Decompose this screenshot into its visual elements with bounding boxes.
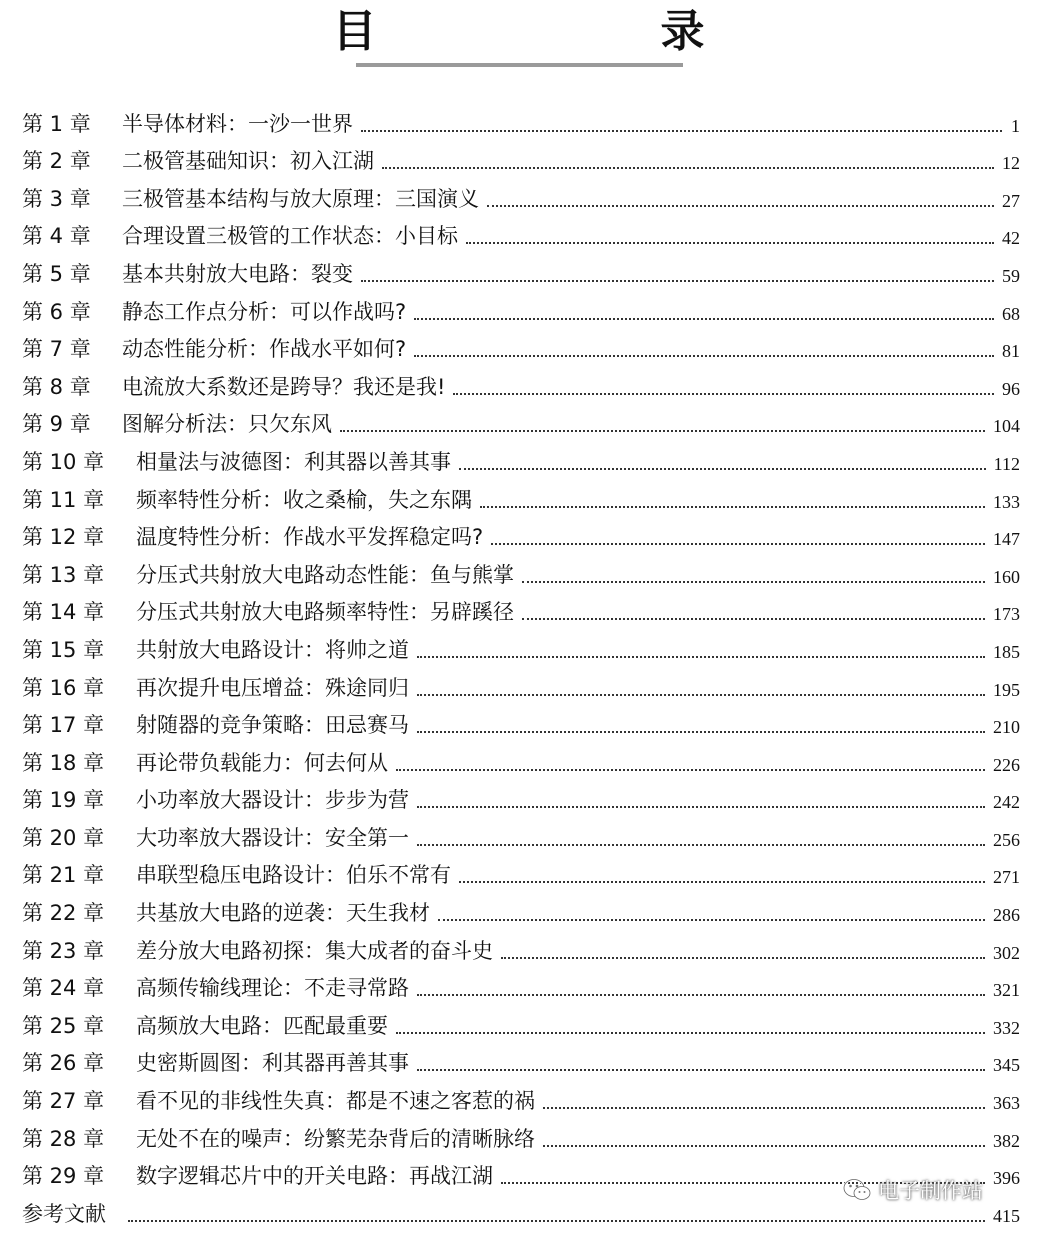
- dot-leader: [543, 1106, 985, 1109]
- page-number: 256: [993, 829, 1020, 850]
- page-number: 195: [993, 679, 1020, 700]
- watermark-text: 电子制作站: [878, 1179, 983, 1203]
- page-number: 210: [993, 717, 1020, 738]
- toc-entry: [22, 627, 1020, 665]
- chapter-title: 分压式共射放大电路频率特性：另辟蹊径: [136, 600, 514, 625]
- chapter-title: 静态工作点分析：可以作战吗?: [122, 299, 407, 324]
- chapter-title: 差分放大电路初探：集大成者的奋斗史: [136, 938, 493, 963]
- toc-entry: [22, 139, 1020, 177]
- page-number: 415: [993, 1205, 1020, 1226]
- chapter-number: 第 13 章: [22, 562, 105, 587]
- dot-leader: [480, 505, 985, 508]
- toc-entry: [22, 703, 1020, 741]
- toc-entry: [22, 364, 1020, 402]
- toc-entry: [22, 740, 1020, 778]
- chapter-title: 史密斯圆图：利其器再善其事: [136, 1051, 409, 1076]
- chapter-title: 温度特性分析：作战水平发挥稳定吗?: [136, 525, 484, 550]
- toc-entry: [22, 289, 1020, 327]
- page-number: 382: [993, 1130, 1020, 1151]
- page-number: 226: [993, 754, 1020, 775]
- chapter-number: 第 26 章: [22, 1051, 105, 1076]
- dot-leader: [438, 918, 985, 921]
- toc-entry: [22, 101, 1020, 139]
- page-number: 59: [1002, 265, 1020, 286]
- chapter-title: 图解分析法：只欠东风: [122, 412, 332, 437]
- chapter-title: 再次提升电压增益：殊途同归: [136, 675, 409, 700]
- chapter-number: 第 15 章: [22, 637, 105, 662]
- chapter-number: 第 9 章: [22, 412, 91, 437]
- chapter-number: 第 10 章: [22, 449, 105, 474]
- page-number: 27: [1002, 190, 1020, 211]
- toc-entry: [22, 552, 1020, 590]
- page-number: 302: [993, 942, 1020, 963]
- chapter-title: 频率特性分析：收之桑榆，失之东隅: [136, 487, 472, 512]
- page-header: [0, 4, 1037, 64]
- dot-leader: [522, 580, 985, 583]
- chapter-number: 第 12 章: [22, 525, 105, 550]
- title-underline: [356, 63, 683, 67]
- toc-entry: [22, 966, 1020, 1004]
- page-number: 81: [1002, 341, 1020, 362]
- chapter-number: 第 6 章: [22, 299, 91, 324]
- chapter-number: 第 24 章: [22, 976, 105, 1001]
- toc-entry: [22, 853, 1020, 891]
- chapter-title: 高频传输线理论：不走寻常路: [136, 976, 409, 1001]
- chapter-number: 第 5 章: [22, 261, 91, 286]
- dot-leader: [522, 617, 985, 620]
- references-label: 参考文献: [22, 1201, 106, 1226]
- dot-leader: [361, 129, 1002, 132]
- page-number: 332: [993, 1017, 1020, 1038]
- chapter-number: 第 21 章: [22, 863, 105, 888]
- toc-entry: [22, 928, 1020, 966]
- toc-entry: [22, 890, 1020, 928]
- page-number: 321: [993, 980, 1020, 1001]
- page-number: 96: [1002, 378, 1020, 399]
- dot-leader: [414, 317, 994, 320]
- toc-entry: [22, 439, 1020, 477]
- toc-entry: [22, 665, 1020, 703]
- chapter-title: 射随器的竞争策略：田忌赛马: [136, 713, 409, 738]
- chapter-number: 第 28 章: [22, 1126, 105, 1151]
- page-number: 396: [993, 1168, 1020, 1189]
- chapter-title: 再论带负载能力：何去何从: [136, 750, 388, 775]
- dot-leader: [501, 956, 985, 959]
- chapter-title: 二极管基础知识：初入江湖: [122, 149, 374, 174]
- page-number: 271: [993, 867, 1020, 888]
- dot-leader: [417, 693, 985, 696]
- dot-leader: [459, 467, 986, 470]
- chapter-title: 动态性能分析：作战水平如何?: [122, 337, 407, 362]
- page-number: 12: [1002, 153, 1020, 174]
- dot-leader: [417, 730, 985, 733]
- chapter-title: 小功率放大器设计：步步为营: [136, 788, 409, 813]
- chapter-number: 第 2 章: [22, 149, 91, 174]
- toc-entry: [22, 1078, 1020, 1116]
- chapter-title: 看不见的非线性失真：都是不速之客惹的祸: [136, 1089, 535, 1114]
- toc-entry: [22, 402, 1020, 440]
- chapter-number: 第 25 章: [22, 1013, 105, 1038]
- chapter-title: 电流放大系数还是跨导？我还是我!: [122, 374, 446, 399]
- dot-leader: [396, 768, 985, 771]
- chapter-number: 第 27 章: [22, 1089, 105, 1114]
- toc-entry: [22, 1041, 1020, 1079]
- page-number: 68: [1002, 303, 1020, 324]
- chapter-number: 第 3 章: [22, 186, 91, 211]
- toc-entry: [22, 327, 1020, 365]
- toc-entry: [22, 477, 1020, 515]
- chapter-number: 第 22 章: [22, 901, 105, 926]
- chapter-title: 数字逻辑芯片中的开关电路：再战江湖: [136, 1164, 493, 1189]
- chapter-number: 第 20 章: [22, 825, 105, 850]
- page-number: 1: [1011, 115, 1020, 136]
- page-number: 147: [993, 529, 1020, 550]
- dot-leader: [128, 1219, 985, 1222]
- page-number: 112: [993, 453, 1020, 474]
- page-number: 173: [993, 604, 1020, 625]
- chapter-title: 大功率放大器设计：安全第一: [136, 825, 409, 850]
- page-number: 133: [993, 491, 1020, 512]
- chapter-number: 第 19 章: [22, 788, 105, 813]
- chapter-title: 合理设置三极管的工作状态：小目标: [122, 224, 458, 249]
- dot-leader: [417, 843, 985, 846]
- chapter-number: 第 1 章: [22, 111, 91, 136]
- page-title: 目 录: [332, 6, 825, 57]
- page-number: 363: [993, 1093, 1020, 1114]
- chapter-number: 第 14 章: [22, 600, 105, 625]
- chapter-title: 分压式共射放大电路动态性能：鱼与熊掌: [136, 562, 514, 587]
- dot-leader: [466, 241, 994, 244]
- watermark: [842, 1172, 983, 1208]
- wechat-icon: [842, 1177, 872, 1203]
- chapter-title: 串联型稳压电路设计：伯乐不常有: [136, 863, 451, 888]
- dot-leader: [459, 880, 985, 883]
- chapter-title: 共基放大电路的逆袭：天生我材: [136, 901, 430, 926]
- dot-leader: [361, 279, 994, 282]
- chapter-number: 第 29 章: [22, 1164, 105, 1189]
- dot-leader: [543, 1144, 985, 1147]
- dot-leader: [396, 1031, 985, 1034]
- chapter-title: 共射放大电路设计：将帅之道: [136, 637, 409, 662]
- toc-entry: [22, 778, 1020, 816]
- chapter-number: 第 17 章: [22, 713, 105, 738]
- toc-entry: [22, 590, 1020, 628]
- toc-entry: [22, 176, 1020, 214]
- toc-entry: [22, 251, 1020, 289]
- chapter-number: 第 8 章: [22, 374, 91, 399]
- toc-entry: [22, 815, 1020, 853]
- page-number: 104: [993, 416, 1020, 437]
- dot-leader: [491, 542, 985, 545]
- page-number: 242: [993, 792, 1020, 813]
- toc-entry: [22, 515, 1020, 553]
- dot-leader: [382, 166, 994, 169]
- table-of-contents: [22, 101, 1020, 1229]
- toc-entry: [22, 1003, 1020, 1041]
- chapter-number: 第 18 章: [22, 750, 105, 775]
- dot-leader: [417, 993, 985, 996]
- dot-leader: [417, 805, 985, 808]
- dot-leader: [453, 392, 994, 395]
- chapter-number: 第 23 章: [22, 938, 105, 963]
- chapter-title: 半导体材料：一沙一世界: [122, 111, 353, 136]
- chapter-number: 第 7 章: [22, 337, 91, 362]
- page-number: 345: [993, 1055, 1020, 1076]
- dot-leader: [340, 429, 985, 432]
- dot-leader: [487, 204, 994, 207]
- toc-entry: [22, 214, 1020, 252]
- page-number: 42: [1002, 228, 1020, 249]
- chapter-number: 第 4 章: [22, 224, 91, 249]
- chapter-title: 高频放大电路：匹配最重要: [136, 1013, 388, 1038]
- chapter-number: 第 11 章: [22, 487, 105, 512]
- page-number: 286: [993, 905, 1020, 926]
- chapter-title: 无处不在的噪声：纷繁芜杂背后的清晰脉络: [136, 1126, 535, 1151]
- dot-leader: [414, 354, 994, 357]
- chapter-title: 基本共射放大电路：裂变: [122, 261, 353, 286]
- chapter-number: 第 16 章: [22, 675, 105, 700]
- page-number: 185: [993, 641, 1020, 662]
- chapter-title: 三极管基本结构与放大原理：三国演义: [122, 186, 479, 211]
- dot-leader: [417, 655, 985, 658]
- chapter-title: 相量法与波德图：利其器以善其事: [136, 449, 451, 474]
- dot-leader: [417, 1068, 985, 1071]
- page-number: 160: [993, 566, 1020, 587]
- toc-entry: [22, 1116, 1020, 1154]
